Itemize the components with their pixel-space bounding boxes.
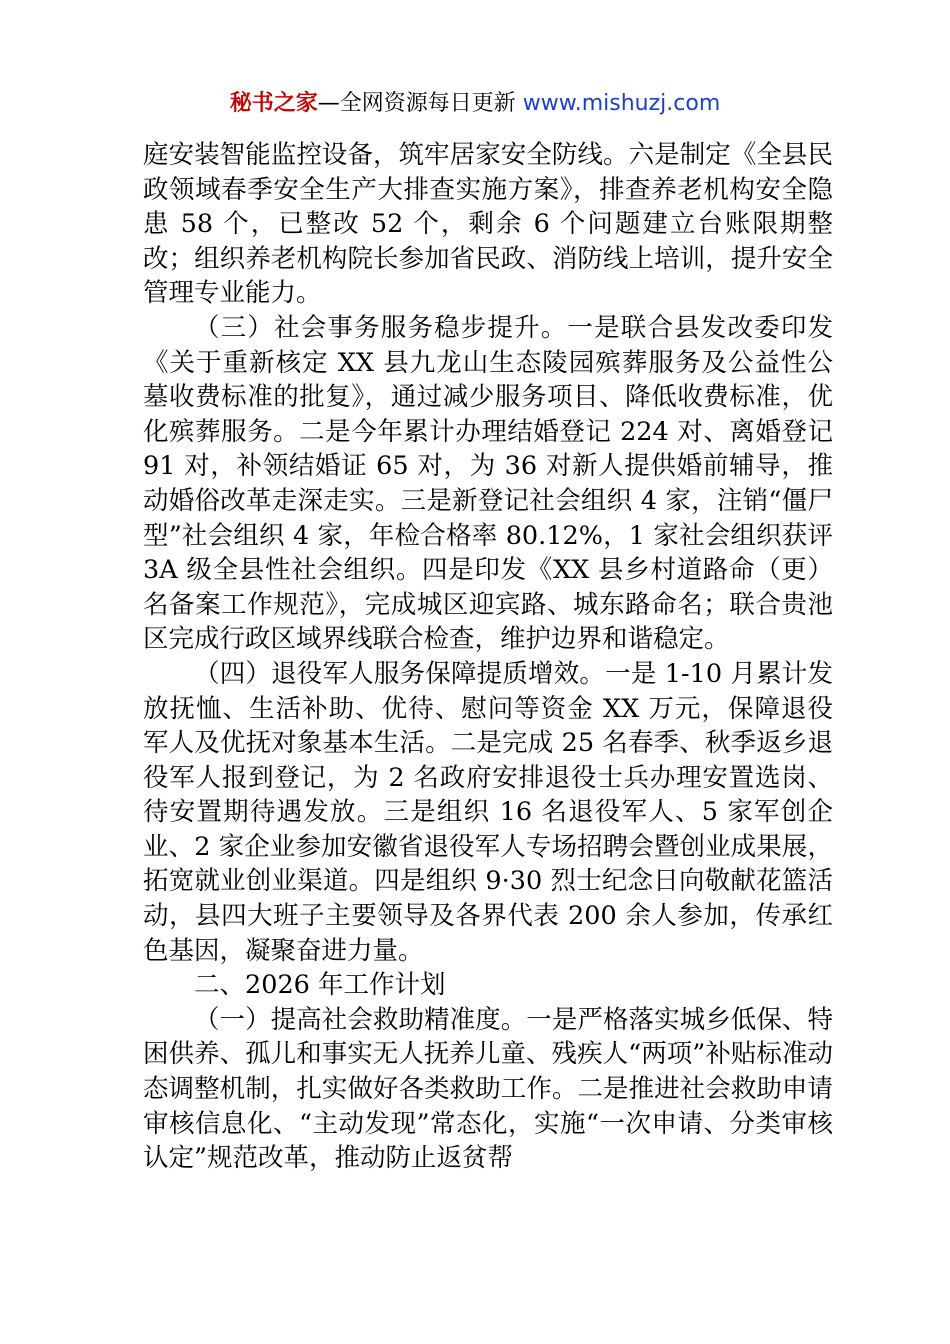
paragraph-social-affairs: （三）社会事务服务稳步提升。一是联合县发改委印发《关于重新核定 XX 县九龙山生态陵园殡葬服务及公益性公墓收费标准的批复》，通过减少服务项目、降低收费标准，优化殡葬服务。二是今年累计办理结婚登记 224 对、离婚登记 91 对，补领结婚证 65 对，为 36 对新人提供婚前辅导，推动婚俗改革走深走实。三是新登记社会组织 4 家，注销“僵尸型”社会组织 4 家，年检合格率 80.12%，1 家社会组织获评 3A 级全县性社会组织。四是印发《XX 县乡村道路命（更）名备案工作规范》，完成城区迎宾路、城东路命名；联合贵池区完成行政区域界线联合检查，维护边界和谐稳定。 (143, 312, 833, 655)
site-brand: 秘书之家 (229, 91, 318, 116)
section-heading-work-plan: 二、2026 年工作计划 (194, 970, 446, 1001)
paragraph-safety-continuation: 庭安装智能监控设备，筑牢居家安全防线。六是制定《全县民政领域春季安全生产大排查实施方案》，排查养老机构安全隐患 58 个，已整改 52 个，剩余 6 个问题建立台账限期整改；组织养老机构院长参加省民政、消防线上培训，提升安全管理专业能力。 (143, 140, 833, 309)
paragraph-veterans-service: （四）退役军人服务保障提质增效。一是 1-10 月累计发放抚恤、生活补助、优待、慰问等资金 XX 万元，保障退役军人及优抚对象基本生活。二是完成 25 名春季、秋季返乡退役军人报到登记，为 2 名政府安排退役士兵办理安置选岗、待安置期待遇发放。三是组织 16 名退役军人、5 家军创企业、2 家企业参加安徽省退役军人专场招聘会暨创业成果展，拓宽就业创业渠道。四是组织 9·30 烈士纪念日向敬献花篮活动，县四大班子主要领导及各界代表 200 余人参加，传承红色基因，凝聚奋进力量。 (143, 658, 833, 966)
site-header (0, 88, 950, 120)
document-body (143, 138, 833, 1176)
paragraph-social-assistance: （一）提高社会救助精准度。一是严格落实城乡低保、特困供养、孤儿和事实无人抚养儿童、残疾人“两项”补贴标准动态调整机制，扎实做好各类救助工作。二是推进社会救助申请审核信息化、“主动发现”常态化，实施“一次申请、分类审核认定”规范改革，推动防止返贫帮 (143, 1004, 833, 1174)
site-tagline: —全网资源每日更新 (317, 91, 523, 116)
site-url-link[interactable]: www.mishuzj.com (522, 91, 721, 116)
